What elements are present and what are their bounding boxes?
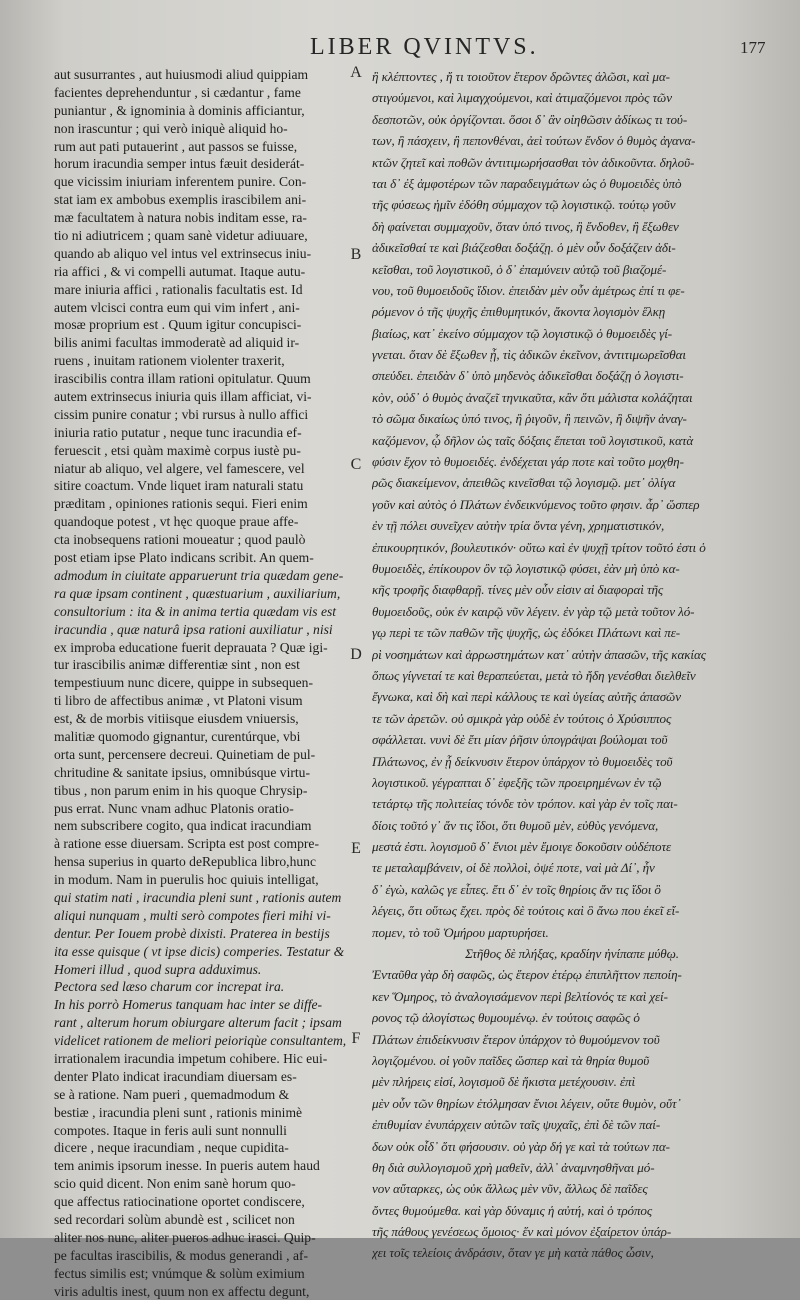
greek-line: ὅπως γίγνεταί τε καὶ θεραπεύεται, μετὰ τὸ ἤδη γενέσθαι διελθεῖν — [372, 667, 696, 683]
latin-line: tur irascibilis animæ differentiæ sint , non est — [54, 657, 300, 673]
greek-line: βιαίως, κατ᾽ ἐκείνο σύμμαχον τῷ λογιστικῷ ὁ θυμοειδὲς γί- — [372, 325, 673, 341]
latin-line: que affectus ratiocinatione oportet condiscere, — [54, 1194, 305, 1210]
latin-line: hensa superius in quarto deRepublica libro,hunc — [54, 854, 316, 870]
latin-line: horum iracundia semper intus fæuit desiderát- — [54, 156, 305, 172]
latin-line: est, & de morbis vitiisque eiusdem vniuersis, — [54, 711, 299, 727]
latin-line: aliqui nunquam , multi serò compotes fieri mihi vi- — [54, 907, 331, 923]
latin-line: bilis animi facultas immoderatè ad aliquid ir- — [54, 335, 300, 351]
greek-line: δων οὐκ οἶδ᾽ ὅτι φήσουσιν. οὐ γὰρ δή γε καὶ τὰ τούτων πα- — [372, 1138, 670, 1154]
latin-line: ex improba educatione fuerit deprauata ? Quæ igi- — [54, 639, 328, 655]
margin-marker-e: E — [351, 840, 361, 857]
greek-line: στιγούμενοι, καὶ λιμαγχούμενοι, καὶ ἀτιμαζόμενοι πρὸς τῶν — [372, 90, 672, 106]
latin-line: denter Plato indicat iracundiam diuersam es- — [54, 1068, 297, 1084]
latin-line: ti libro de affectibus animæ , vt Platoni visum — [54, 693, 303, 709]
latin-line: dicere , neque iracundiam , neque cupidita- — [54, 1140, 289, 1156]
latin-line: mare iniuria affici , rationalis facultatis est. Id — [54, 281, 303, 297]
latin-line: pe facultas irascibilis, & modus generandi , af- — [54, 1247, 309, 1263]
latin-line: puniantur , & ignominia à dominis afficiantur, — [54, 102, 305, 118]
latin-line: autem extrinsecus iniuria quis illam afficiat, vi- — [54, 389, 312, 405]
greek-column — [372, 66, 772, 1264]
margin-marker-c: C — [350, 456, 362, 473]
latin-line: quandoque potest , vt hęc quoque praue affe- — [54, 514, 299, 530]
greek-line: ται δ᾽ ἐξ ἀμφοτέρων τῶν παραδειγμάτων ὡς ὁ θυμοειδὲς ὑπὸ — [372, 175, 682, 191]
greek-line: κεν Ὅμηρος, τὸ ἀναλογισάμενον περὶ βελτίονός τε καὶ χεί- — [372, 988, 668, 1004]
latin-line: iracundia , quæ naturâ ipsa rationi auxiliatur , nisi — [54, 621, 333, 637]
greek-line: τε μεταλαμβάνειν, οἱ δὲ πολλοὶ, ὀψέ ποτε, ναὶ μὰ Δί᾽, ἦν — [372, 860, 655, 876]
latin-line: orta sunt, percensere decreui. Quinetiam de pul- — [54, 746, 316, 762]
greek-line: σπεύδει. ἐπειδὰν δ᾽ ὑπὸ μηδενὸς ἀδικεῖσθαι δοξάζῃ ὁ λογιστι- — [372, 368, 684, 384]
greek-line: τὸ σῶμα δικαίως ὑπό τινος, ἢ ῥιγοῦν, ἢ πεινῶν, ἢ διψῆν ἀναγ- — [372, 411, 687, 427]
latin-line: niatur ab aliquo, vel algere, vel famescere, vel — [54, 460, 305, 476]
greek-line: λογιζομένου. οἱ γοῦν παῖδες ὥσπερ καὶ τὰ θηρία θυμοῦ — [372, 1052, 650, 1068]
greek-line: ὄντες θυμούμεθα. καὶ γὰρ δύναμις ἡ αὐτή, καὶ ὁ τρόπος — [372, 1202, 653, 1218]
greek-line: ρὶ νοσημάτων καὶ ἀρρωστημάτων κατ᾽ αὐτὴν ἁπασῶν, τῆς κακίας — [372, 646, 706, 662]
latin-line: rant , alterum horum obiurgare alterum facit ; ipsam — [54, 1015, 342, 1031]
greek-line: λογιστικοῦ. γέγραπται δ᾽ ἐφεξῆς τῶν προειρημένων ἐν τῷ — [372, 774, 662, 790]
greek-line: ἐπικουρητικόν, βουλευτικόν· οὕτω καὶ ἐν ψυχῇ τρίτον τοῦτό ἐστι ὁ — [372, 539, 706, 555]
greek-line: ρῶς διακείμενον, ἀπειθῶς κινεῖσθαι τῷ λογισμῷ. μετ᾽ ὀλίγα — [372, 475, 676, 491]
greek-line: μεστά ἐστι. λογισμοῦ δ᾽ ἔνιοι μὲν ἔμοιγε δοκοῦσιν οὐδέποτε — [372, 839, 672, 855]
greek-line: δὴ φαίνεται συμμαχοῦν, ὅταν ὑπό τινος, ἢ ἔνδοθεν, ἢ ἔξωθεν — [372, 218, 679, 234]
margin-marker-b: B — [350, 246, 362, 263]
latin-line: irascibilis contra illam rationi opitulatur. Quum — [54, 371, 311, 387]
latin-line: in modum. Nam in puerulis hoc quiuis intelligat, — [54, 872, 319, 888]
latin-line: pus errat. Nunc vnam adhuc Platonis oratio- — [54, 800, 294, 816]
greek-line: δ᾽ ἐγὼ, καλῶς γε εἶπες. ἔτι δ᾽ ἐν τοῖς θηρίοις ἄν τις ἴδοι ὃ — [372, 881, 661, 897]
greek-line: μὲν οὖν τῶν θηρίων ἐτόλμησαν ἔνιοι λέγειν, οὔτε θυμὸν, οὔτ᾽ — [372, 1095, 681, 1111]
latin-line: malitiæ quomodo gignantur, curentúrque, vbi — [54, 728, 301, 744]
greek-line: κεῖσθαι, τοῦ λογιστικοῦ, ὁ δ᾽ ἐπαμύνειν αὐτῷ τοῦ βιαζομέ- — [372, 261, 667, 277]
greek-line: δίοις τοῦτό γ᾽ ἄν τις ἴδοι, ὅτι θυμοῦ μὲν, εὐθὺς γενόμενα, — [372, 817, 659, 833]
greek-line: ἀδικεῖσθαί τε καὶ βιάζεσθαι δοξάζῃ. ὁ μὲν οὖν δοξάζειν ἀδι- — [372, 240, 676, 256]
latin-line: aut susurrantes , aut huiusmodi aliud quippiam — [54, 67, 309, 82]
greek-line: τετάρτῳ τῆς πολιτείας τόνδε τὸν τρόπον. καὶ γὰρ ἐν τοῖς παι- — [372, 796, 678, 812]
latin-line: iniuria ratio putatur , neque tunc iracundia ef- — [54, 424, 302, 440]
latin-column — [54, 66, 350, 1300]
latin-line: autem vlcisci contra eum qui vim infert , ani- — [54, 299, 300, 315]
page-number: 177 — [740, 38, 766, 57]
latin-line: Pectora sed læso charum cor increpat ira. — [54, 979, 285, 995]
greek-line: πομεν, τὸ τοῦ Ὁμήρου μαρτυρήσει. — [372, 924, 549, 940]
greek-line: ἐπιθυμίαν ἐνυπάρχειν αὐτῶν ταῖς ψυχαῖς, ἐπὶ δὲ τῶν παί- — [372, 1117, 661, 1133]
latin-line: præditam , opiniones rationis sequi. Fieri enim — [54, 496, 308, 512]
latin-line: aliter nos nunc, aliter pueros adhuc irasci. Quip- — [54, 1229, 316, 1245]
latin-line: se à ratione. Nam pueri , quemadmodum & — [54, 1086, 290, 1102]
latin-line: à ratione esse diuersam. Scripta est post compre- — [54, 836, 319, 852]
greek-line: Πλάτων ἐπιδείκνυσιν ἕτερον ὑπάρχον τὸ θυμούμενον τοῦ — [372, 1031, 660, 1047]
latin-line: dentur. Per Iouem probè dixisti. Praterea in bestijs — [54, 925, 330, 941]
greek-line: τε τῶν ἀρετῶν. οὐ σμικρὰ γὰρ οὐδὲ ἐν τούτοις ὁ Χρύσιππος — [372, 710, 672, 726]
latin-line: scio quid dicent. Non enim sanè horum quo- — [54, 1176, 296, 1192]
greek-line: τῆς πάθους γενέσεως ὅμοιος· ἕν καὶ μόνον ἐξαίρετον ὑπάρ- — [372, 1224, 672, 1240]
greek-line: θυμοειδοῦς, οὐκ ἐν καιρῷ νῦν λέγειν. ἐν γὰρ τῷ μετὰ τοῦτον λό- — [372, 603, 695, 619]
latin-line: sitire coactum. Vnde liquet iram naturali statu — [54, 478, 304, 494]
greek-line: κῆς τροφῆς διαφθαρῇ. τίνες μὲν οὖν εἰσιν αἱ διαφοραὶ τῆς — [372, 582, 664, 598]
latin-line: admodum in ciuitate apparuerunt tria quædam gene- — [54, 567, 344, 583]
greek-line: θη διὰ συλλογισμοῦ χρὴ μαθεῖν, ἀλλ᾽ ἀναμνησθῆναι μό- — [372, 1159, 655, 1175]
margin-marker-f: F — [351, 1030, 361, 1047]
latin-line: cissim punire conatur ; vbi rursus à nullo affici — [54, 406, 309, 422]
greek-line: ρονος τῷ ἀλογίστως θυμουμένῳ. ἐν τούτοις σαφῶς ὁ — [372, 1010, 640, 1026]
greek-line: ρόμενον ὁ τῆς ψυχῆς ἐπιθυμητικόν, ἄκοντα λογισμὸν ἕλκῃ — [372, 304, 666, 320]
greek-line: λέγεις, ὅτι οὕτως ἔχει. πρὸς δὲ τούτοις καὶ ὃ ἄνω που ἐκεῖ εἴ- — [372, 903, 680, 919]
latin-line: qui statim nati , iracundia pleni sunt , rationis autem — [54, 889, 342, 905]
greek-line: γνεται. ὅταν δὲ ἔξωθεν ᾖ, τὶς ἀδικῶν ἐκεῖνον, ἀντιτιμωρεῖσθαι — [372, 347, 686, 363]
latin-line: viris adultis inest, quum non ex affectu degunt, — [54, 1283, 310, 1299]
greek-line: των, ἢ πάσχειν, ἢ πεπονθέναι, ἀεὶ τούτων ἔνδον ὁ θυμὸς ἀγανα- — [372, 133, 696, 149]
latin-line: mosæ proprium est . Quum igitur concupisci- — [54, 317, 302, 333]
greek-line: τῆς φύσεως ἡμῖν ἐδόθη σύμμαχον τῷ λογιστικῷ. τούτῳ γοῦν — [372, 197, 676, 213]
greek-line: γοῦν καὶ αὐτὸς ὁ Πλάτων ἐνδεικνύμενος τοῦτο φησιν. ἆρ᾽ ὥσπερ — [372, 496, 700, 512]
latin-line: Homeri illud , quod supra adduximus. — [54, 961, 262, 977]
latin-line: sed recordari solùm abundè est , scilicet non — [54, 1212, 295, 1227]
margin-markers — [347, 60, 375, 1210]
latin-line: ria affici , & vi compelli autumat. Itaque autu- — [54, 263, 306, 279]
latin-line: rum aut pati putauerint , aut passos se fuisse, — [54, 138, 298, 154]
latin-line: irrationalem iracundia impetum cohibere. Hic eui- — [54, 1050, 328, 1066]
latin-line: mæ facultatem à natura nobis inditam esse, ra- — [54, 210, 307, 226]
latin-line: tempestiuum nunc dicere, quippe in subsequen- — [54, 675, 313, 691]
latin-line: tio ni adiutricem ; quam sanè videtur adiuuare, — [54, 228, 308, 244]
latin-line: videlicet rationem de meliori peioriqùe consultantem, — [54, 1033, 347, 1049]
greek-line: ἔγνωκα, καὶ δὴ καὶ περὶ κάλλους τε καὶ ὑγείας αὐτῆς ἁπασῶν — [372, 689, 681, 705]
greek-line: ἢ κλέπτοντες , ἤ τι τοιοῦτον ἕτερον δρῶντες ἁλῶσι, καὶ μα- — [372, 69, 670, 84]
margin-marker-a: A — [350, 64, 362, 81]
greek-verse-line: Στῆθος δὲ πλήξας, κραδίην ἠνίπαπε μύθῳ. — [465, 946, 679, 962]
greek-line: Ἐνταῦθα γὰρ δὴ σαφῶς, ὡς ἕτερον ἑτέρῳ ἐπιπλῆττον πεποίη- — [372, 967, 682, 983]
greek-line: νου, τοῦ θυμοειδοῦς ἴδιον. ἐπειδὰν μὲν οὖν ἀμέτρως ἐπί τι φε- — [372, 282, 685, 298]
greek-line: Πλάτωνος, ἐν ᾗ δείκνυσιν ἕτερον ὑπάρχον τὸ θυμοειδὲς τοῦ — [372, 753, 673, 769]
greek-line: νον αὔταρκες, ὡς οὐκ ἄλλως μὲν νῦν, ἄλλως δὲ παῖδες — [372, 1181, 648, 1197]
margin-marker-d: D — [350, 646, 362, 663]
latin-line: nem subscribere cogito, qua indicat iracundiam — [54, 818, 312, 834]
greek-line: μὲν πλήρεις εἰσί, λογισμοῦ δὲ ἥκιστα μετέχουσιν. ἐπὶ — [372, 1074, 635, 1090]
latin-line: ra quæ ipsam continent , quæstuarium , auxiliarium, — [54, 585, 341, 601]
latin-line: feruescit , etsi quàm maximè corpus iustè pu- — [54, 442, 301, 458]
latin-line: ita esse quisque ( vt ipse dicis) comperies. Testatur & — [54, 943, 345, 959]
latin-line: cta inobsequens rationi moueatur ; quod paulò — [54, 532, 306, 548]
latin-line: In his porrò Homerus tanquam hac inter se diffe- — [54, 997, 323, 1013]
latin-line: facientes deprehenduntur , si cædantur , fame — [54, 84, 301, 100]
latin-line: bestiæ , iracundia pleni sunt , rationis minimè — [54, 1104, 303, 1120]
latin-line: que vicissim iniuriam inferentem punire. Con- — [54, 174, 307, 190]
greek-line: καζόμενον, ᾧ δῆλον ὡς ταῖς δόξαις ἕπεται τοῦ λογιστικοῦ, κατὰ — [372, 432, 694, 448]
greek-line: σφάλλεται. νυνὶ δὲ ἔτι μίαν ῥῆσιν ὑπογράψαι βούλομαι τοῦ — [372, 732, 668, 748]
latin-line: compotes. Itaque in feris auli sunt nonnulli — [54, 1122, 287, 1138]
latin-line: consultorium : ita & in anima tertia quædam vis est — [54, 603, 337, 619]
greek-line: χει τοῖς τελείοις ἀνδράσιν, ὅταν γε μὴ κατὰ πάθος ὦσιν, — [372, 1245, 654, 1261]
running-header — [0, 32, 800, 62]
latin-line: tibus , non parum enim in his quoque Chrysip- — [54, 782, 308, 798]
greek-line: κὸν, οὐδ᾽ ὁ θυμὸς ἀναζεῖ τηνικαῦτα, κἂν ὅτι μάλιστα κολάζηται — [372, 389, 693, 405]
latin-line: tem animis ipsorum inesse. In pueris autem haud — [54, 1158, 320, 1174]
greek-line: φύσιν ἔχον τὸ θυμοειδές. ἐνδέχεται γάρ ποτε καὶ τοῦτο μοχθη- — [372, 454, 684, 470]
greek-line: κτῶν ζητεῖ καὶ ποθῶν ἀντιτιμωρήσασθαι τὸν ἀδικοῦντα. δηλοῦ- — [372, 154, 695, 170]
greek-line: θυμοειδὲς, ἐπίκουρον ὂν τῷ λογιστικῷ φύσει, ἐὰν μὴ ὑπὸ κα- — [372, 560, 680, 576]
latin-line: quando ab aliquo vel intus vel extrinsecus iniu- — [54, 245, 312, 261]
greek-line: ἐν τῇ πόλει συνεῖχεν αὐτὴν τρία ὄντα γένη, χρηματιστικόν, — [372, 518, 665, 534]
latin-line: ruens , inuitam rationem violenter traxerit, — [54, 353, 285, 369]
running-title: LIBER QVINTVS. — [310, 34, 539, 60]
latin-line: chritudine & sanitate ipsius, omnibúsque virtu- — [54, 764, 310, 780]
greek-line: γῳ περὶ τε τῶν παθῶν τῆς ψυχῆς, ὡς ἐδόκει Πλάτωνι καὶ πε- — [372, 625, 681, 641]
latin-line: stat iam ex ambobus exemplis irascibilem ani- — [54, 192, 307, 208]
greek-line: δεσποτῶν, οὐκ ὀργίζονται. ὅσοι δ᾽ ἂν οἰηθῶσιν ἀδίκως τι τού- — [372, 111, 688, 127]
latin-line: post etiam ipse Plato indicans scribit. An quem- — [54, 550, 314, 566]
latin-line: fectus similis est; vnúmque & solùm eximium — [54, 1265, 305, 1281]
latin-line: non irascuntur ; qui verò iniquè aliquid ho- — [54, 120, 288, 136]
